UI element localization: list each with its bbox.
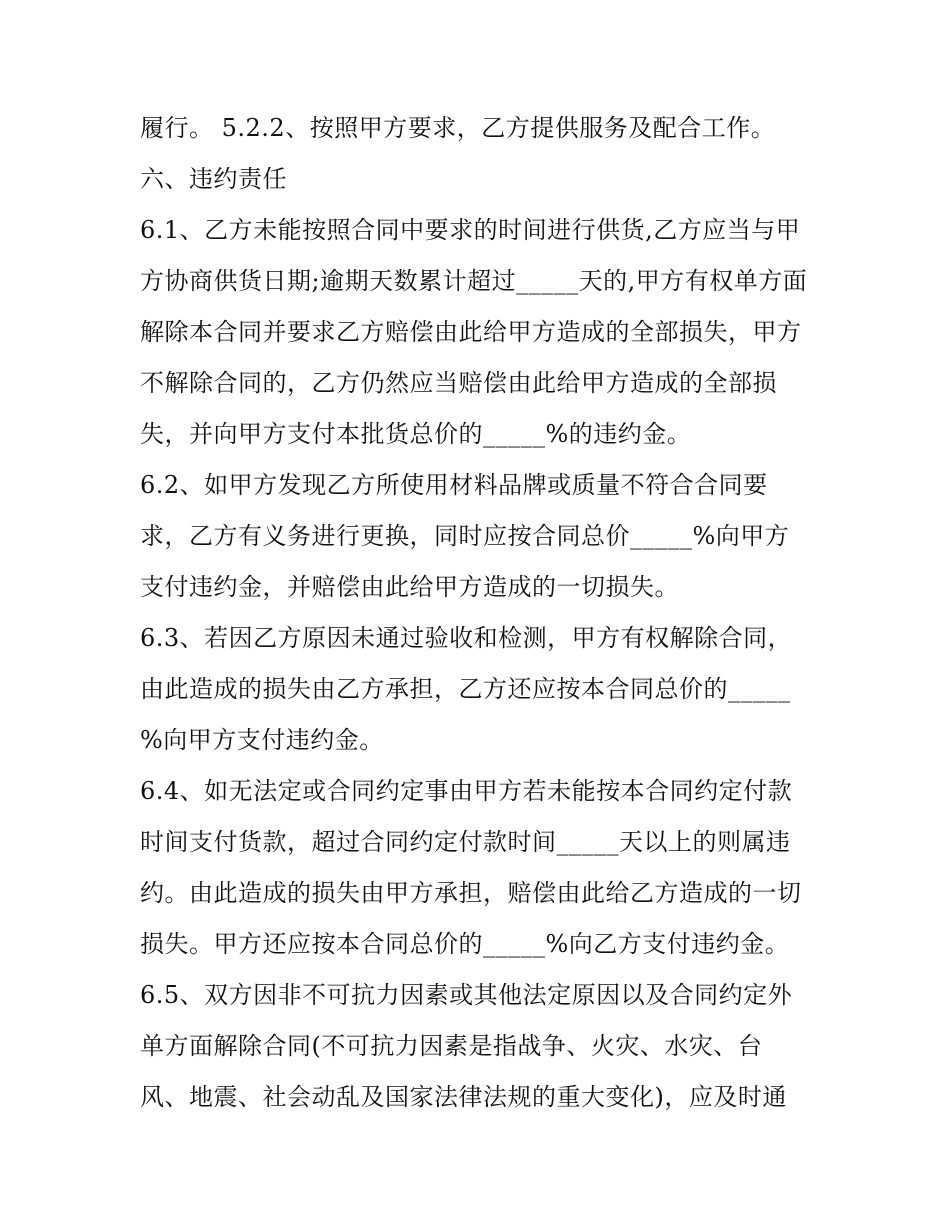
text-line: 求，乙方有义务进行更换，同时应按合同总价_____%向甲方 (140, 522, 790, 550)
text-line: 不解除合同的，乙方仍然应当赔偿由此给甲方造成的全部损 (140, 369, 777, 397)
text-line: 6.4、如无法定或合同约定事由甲方若未能按本合同约定付款 (140, 777, 793, 805)
section-heading: 六、违约责任 (140, 165, 287, 193)
text-line: 解除本合同并要求乙方赔偿由此给甲方造成的全部损失，甲方 (140, 318, 802, 346)
text-line: 单方面解除合同(不可抗力因素是指战争、火灾、水灾、台 (140, 1032, 763, 1060)
text-line: 履行。 5.2.2、按照甲方要求，乙方提供服务及配合工作。 (140, 114, 776, 142)
text-line: 约。由此造成的损失由甲方承担，赔偿由此给乙方造成的一切 (140, 879, 802, 907)
text-line: %向甲方支付违约金。 (140, 726, 384, 754)
text-line: 由此造成的损失由乙方承担，乙方还应按本合同总价的_____ (140, 675, 791, 703)
text-line: 支付违约金，并赔偿由此给甲方造成的一切损失。 (140, 573, 679, 601)
text-line: 方协商供货日期;逾期天数累计超过_____天的,甲方有权单方面 (140, 267, 808, 295)
text-line: 失，并向甲方支付本批货总价的_____%的违约金。 (140, 420, 692, 448)
text-line: 风、地震、社会动乱及国家法律法规的重大变化)，应及时通 (140, 1083, 787, 1111)
text-line: 6.1、乙方未能按照合同中要求的时间进行供货,乙方应当与甲 (140, 216, 801, 244)
text-line: 6.2、如甲方发现乙方所使用材料品牌或质量不符合合同要 (140, 471, 768, 499)
text-line: 6.5、双方因非不可抗力因素或其他法定原因以及合同约定外 (140, 981, 793, 1009)
text-line: 时间支付货款，超过合同约定付款时间_____天以上的则属违 (140, 828, 791, 856)
text-line: 损失。甲方还应按本合同总价的_____%向乙方支付违约金。 (140, 930, 790, 958)
text-line: 6.3、若因乙方原因未通过验收和检测，甲方有权解除合同， (140, 624, 793, 652)
